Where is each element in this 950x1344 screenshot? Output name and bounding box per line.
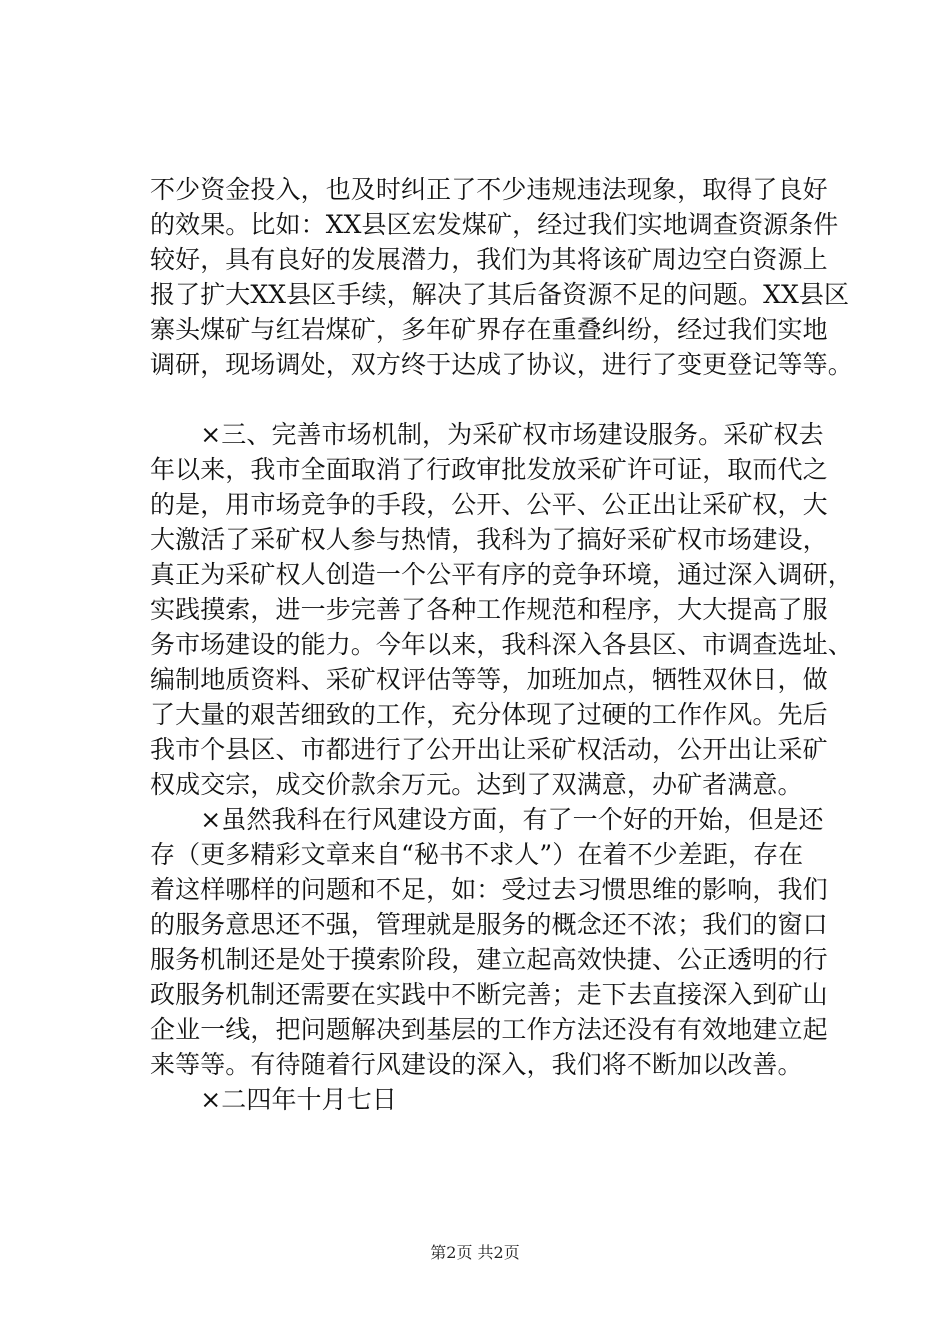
text-line: 我市个县区、市都进行了公开出让采矿权活动，公开出让采矿 xyxy=(150,735,828,764)
text-line: 寨头煤矿与红岩煤矿，多年矿界存在重叠纠纷，经过我们实地 xyxy=(150,315,828,344)
paragraph-1 xyxy=(150,172,853,382)
text-line: 实践摸索，进一步完善了各种工作规范和程序，大大提高了服 xyxy=(150,595,828,624)
paragraph-3 xyxy=(150,802,850,1082)
document-body xyxy=(150,172,853,1117)
paragraph-2 xyxy=(150,417,853,802)
text-line: 的效果。比如：XX县区宏发煤矿，经过我们实地调查资源条件 xyxy=(150,210,839,239)
text-line: 务市场建设的能力。今年以来，我科深入各县区、市调查选址、 xyxy=(150,630,853,659)
text-line: 大激活了采矿权人参与热情，我科为了搞好采矿权市场建设， xyxy=(150,525,828,554)
text-line: 着这样哪样的问题和不足，如：受过去习惯思维的影响，我们 xyxy=(150,875,828,904)
text-line: 企业一线，把问题解决到基层的工作方法还没有有效地建立起 xyxy=(150,1015,828,1044)
text-line: 年以来，我市全面取消了行政审批发放采矿许可证，取而代之 xyxy=(150,455,828,484)
text-line: 来等等。有待随着行风建设的深入，我们将不断加以改善。 xyxy=(150,1050,803,1079)
text-line: 较好，具有良好的发展潜力，我们为其将该矿周边空白资源上 xyxy=(150,245,828,274)
text-line: ×虽然我科在行风建设方面，有了一个好的开始，但是还 xyxy=(150,805,824,834)
text-line: 存（更多精彩文章来自“秘书不求人”）在着不少差距，存在 xyxy=(150,840,804,869)
text-line: 服务机制还是处于摸索阶段，建立起高效快捷、公正透明的行 xyxy=(150,945,828,974)
date-line: ×二四年十月七日 xyxy=(150,1085,397,1114)
text-line: 的是，用市场竞争的手段，公开、公平、公正出让采矿权，大 xyxy=(150,490,828,519)
text-line: 真正为采矿权人创造一个公平有序的竞争环境，通过深入调研， xyxy=(150,560,853,589)
text-line: 的服务意思还不强，管理就是服务的概念还不浓；我们的窗口 xyxy=(150,910,828,939)
text-line: ×三、完善市场机制，为采矿权市场建设服务。采矿权去 xyxy=(150,420,824,449)
text-line: 报了扩大XX县区手续，解决了其后备资源不足的问题。XX县区 xyxy=(150,280,850,309)
text-line: 了大量的艰苦细致的工作，充分体现了过硬的工作作风。先后 xyxy=(150,700,828,729)
page-footer xyxy=(0,1243,950,1263)
text-line: 不少资金投入，也及时纠正了不少违规违法现象，取得了良好 xyxy=(150,175,828,204)
paragraph-spacer xyxy=(150,382,850,417)
text-line: 调研，现场调处，双方终于达成了协议，进行了变更登记等等。 xyxy=(150,350,853,379)
text-line: 权成交宗，成交价款余万元。达到了双满意，办矿者满意。 xyxy=(150,770,803,799)
text-line: 政服务机制还需要在实践中不断完善；走下去直接深入到矿山 xyxy=(150,980,828,1009)
page-indicator: 第2页 共2页 xyxy=(430,1243,520,1262)
text-line: 编制地质资料、采矿权评估等等，加班加点，牺牲双休日，做 xyxy=(150,665,828,694)
